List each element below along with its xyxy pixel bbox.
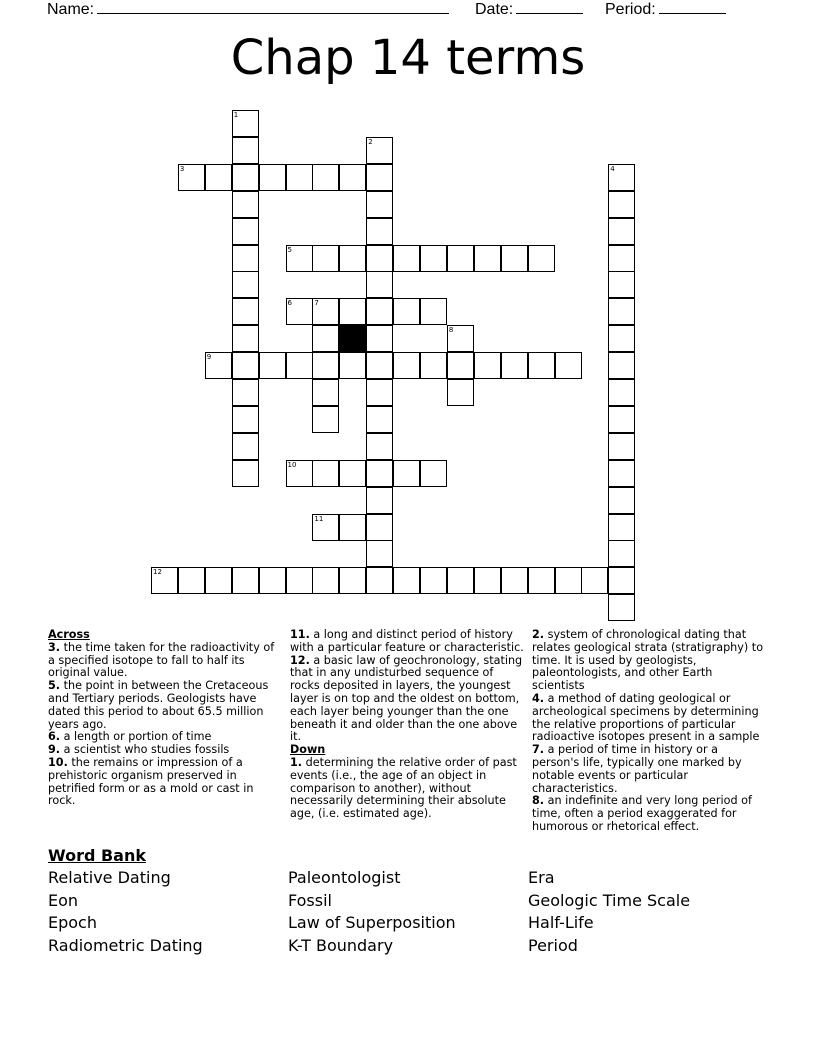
grid-cell[interactable] (366, 460, 393, 487)
word-bank-item: K-T Boundary (288, 936, 394, 955)
grid-cell[interactable] (420, 460, 447, 487)
grid-cell[interactable] (312, 406, 339, 433)
grid-cell[interactable] (312, 245, 339, 272)
grid-cell[interactable] (232, 218, 259, 245)
grid-cell[interactable] (366, 298, 393, 325)
grid-cell[interactable] (393, 352, 420, 379)
grid-cell[interactable] (286, 352, 313, 379)
grid-cell[interactable] (501, 245, 528, 272)
clue-down-1: 1. determining the relative order of past events (i.e., the age of an object in comparison to another), without necessarily determining their absolute age, (i.e. estimated age). (290, 755, 517, 821)
grid-cell[interactable] (608, 325, 635, 352)
grid-cell[interactable] (259, 164, 286, 191)
grid-cell[interactable] (232, 271, 259, 298)
clues-column-2 (290, 629, 526, 821)
grid-cell[interactable] (286, 567, 313, 594)
grid-cell[interactable] (608, 487, 635, 514)
word-bank-item: Law of Superposition (288, 913, 456, 932)
across-heading: Across (48, 628, 90, 641)
grid-cell[interactable] (608, 433, 635, 460)
grid-cell[interactable] (339, 460, 366, 487)
grid-cell[interactable] (205, 164, 232, 191)
word-bank-title: Word Bank (48, 846, 147, 865)
clue-down-8: 8. an indefinite and very long period of time, often a period exaggerated for humorous or rhetorical effect. (532, 794, 752, 833)
grid-cell[interactable] (608, 271, 635, 298)
clue-down-7: 7. a period of time in history or a person's life, typically one marked by notable events or particular characteristics. (532, 743, 742, 795)
word-bank-item: Geologic Time Scale (528, 891, 691, 910)
clue-across-11: 11. a long and distinct period of history with a particular feature or characteristic. (290, 628, 524, 654)
grid-cell[interactable] (339, 514, 366, 541)
grid-cell[interactable] (232, 433, 259, 460)
word-bank-item: Fossil (288, 891, 332, 910)
clue-across-12: 12. a basic law of geochronology, stating that in any undisturbed sequence of rocks deposited in layers, the youngest layer is on top and the oldest on bottom, each layer being younger than the one beneath it and older than the one above it. (290, 653, 523, 744)
grid-cell[interactable] (366, 271, 393, 298)
grid-cell[interactable] (393, 460, 420, 487)
grid-cell[interactable] (312, 379, 339, 406)
clue-across-5: 5. the point in between the Cretaceous and Tertiary periods. Geologists have dated this period to about 65.5 million years ago. (48, 679, 269, 731)
word-bank-item: Epoch (48, 913, 97, 932)
grid-cell[interactable] (608, 245, 635, 272)
grid-cell[interactable] (312, 352, 339, 379)
clue-number-4: 4 (610, 164, 615, 173)
grid-cell[interactable] (447, 379, 474, 406)
grid-cell[interactable] (474, 245, 501, 272)
grid-cell[interactable] (339, 352, 366, 379)
grid-cell[interactable] (420, 567, 447, 594)
grid-cell[interactable] (286, 164, 313, 191)
word-bank-item: Relative Dating (48, 868, 171, 887)
grid-cell[interactable] (205, 567, 232, 594)
grid-cell[interactable] (420, 298, 447, 325)
grid-cell[interactable] (420, 245, 447, 272)
grid-cell[interactable] (232, 379, 259, 406)
grid-cell[interactable] (312, 567, 339, 594)
grid-cell[interactable] (581, 567, 608, 594)
grid-cell[interactable] (232, 137, 259, 164)
clue-down-4: 4. a method of dating geological or archeological specimens by determining the relative proportions of particular radioactive isotopes present in a sample (532, 691, 760, 744)
grid-cell[interactable] (232, 352, 259, 379)
grid-cell[interactable] (447, 352, 474, 379)
clue-number-11: 11 (314, 514, 324, 523)
name-label: Name: (47, 1, 95, 18)
grid-cell[interactable] (608, 406, 635, 433)
word-bank-item: Half-Life (528, 913, 594, 932)
grid-cell[interactable] (608, 379, 635, 406)
grid-cell[interactable] (366, 245, 393, 272)
grid-cell[interactable] (232, 460, 259, 487)
grid-cell[interactable] (608, 218, 635, 245)
grid-cell[interactable] (366, 406, 393, 433)
clue-across-6: 6. a length or portion of time (48, 730, 212, 744)
grid-cell[interactable] (366, 379, 393, 406)
down-clues-column-3 (532, 629, 768, 834)
grid-cell[interactable] (608, 191, 635, 218)
grid-cell[interactable] (366, 352, 393, 379)
grid-cell[interactable] (528, 567, 555, 594)
word-bank-item: Eon (48, 891, 79, 910)
down-heading: Down (290, 743, 326, 757)
grid-cell[interactable] (366, 164, 393, 191)
grid-cell[interactable] (259, 352, 286, 379)
grid-cell[interactable] (608, 298, 635, 325)
grid-cell[interactable] (608, 352, 635, 379)
grid-cell[interactable] (178, 567, 205, 594)
clue-across-3: 3. the time taken for the radioactivity of a specified isotope to fall to half its original value. (48, 640, 275, 680)
clue-number-7: 7 (314, 299, 319, 308)
grid-cell[interactable] (366, 191, 393, 218)
grid-cell[interactable] (339, 298, 366, 325)
grid-cell[interactable] (312, 460, 339, 487)
grid-cell[interactable] (312, 325, 339, 352)
grid-cell[interactable] (555, 352, 582, 379)
grid-cell[interactable] (420, 352, 447, 379)
grid-cell[interactable] (366, 433, 393, 460)
clue-number-5: 5 (287, 245, 292, 254)
grid-cell[interactable] (608, 514, 635, 541)
grid-cell[interactable] (447, 245, 474, 272)
grid-cell[interactable] (366, 325, 393, 352)
period-label: Period: (605, 1, 656, 18)
page-title: Chap 14 terms (230, 30, 586, 86)
clue-number-3: 3 (179, 164, 185, 173)
grid-cell[interactable] (447, 567, 474, 594)
grid-cell[interactable] (232, 164, 259, 191)
clue-number-8: 8 (448, 326, 454, 335)
clue-number-10: 10 (287, 460, 297, 469)
grid-cell[interactable] (608, 594, 635, 621)
grid-cell[interactable] (232, 245, 259, 272)
clue-number-9: 9 (206, 353, 212, 362)
clue-number-2: 2 (368, 137, 373, 146)
clue-number-6: 6 (287, 299, 292, 308)
grid-cell[interactable] (608, 567, 635, 594)
clue-across-9: 9. a scientist who studies fossils (48, 743, 230, 757)
word-bank-item: Paleontologist (288, 868, 401, 887)
grid-cell[interactable] (366, 540, 393, 567)
word-bank-item: Period (528, 936, 578, 955)
grid-cell[interactable] (608, 460, 635, 487)
grid-cell[interactable] (608, 540, 635, 567)
grid-cell[interactable] (528, 245, 555, 272)
word-bank-item: Era (528, 868, 555, 887)
grid-cell[interactable] (501, 567, 528, 594)
black-cell (339, 325, 366, 352)
grid-cell[interactable] (339, 164, 366, 191)
grid-cell[interactable] (339, 245, 366, 272)
grid-cell[interactable] (555, 567, 582, 594)
grid-cell[interactable] (528, 352, 555, 379)
clue-down-2: 2. system of chronological dating that relates geological strata (stratigraphy) to time. It is used by geologists, paleontologists, and other Earth scientists (532, 628, 764, 693)
grid-cell[interactable] (366, 567, 393, 594)
grid-cell[interactable] (232, 325, 259, 352)
grid-cell[interactable] (259, 567, 286, 594)
across-clues-column-1 (48, 629, 280, 808)
grid-cell[interactable] (474, 352, 501, 379)
word-bank-item: Radiometric Dating (48, 936, 203, 955)
grid-cell[interactable] (312, 164, 339, 191)
grid-cell[interactable] (393, 298, 420, 325)
grid-cell[interactable] (232, 191, 259, 218)
grid-cell[interactable] (232, 298, 259, 325)
grid-cell[interactable] (232, 406, 259, 433)
grid-cell[interactable] (474, 567, 501, 594)
date-label: Date: (475, 1, 514, 18)
clue-number-12: 12 (153, 568, 162, 577)
clue-number-1: 1 (233, 111, 239, 119)
grid-cell[interactable] (366, 487, 393, 514)
grid-cell[interactable] (393, 245, 420, 272)
grid-cell[interactable] (366, 514, 393, 541)
grid-cell[interactable] (501, 352, 528, 379)
grid-cell[interactable] (232, 567, 259, 594)
grid-cell[interactable] (366, 218, 393, 245)
grid-cell[interactable] (339, 567, 366, 594)
grid-cell[interactable] (393, 567, 420, 594)
clue-across-10: 10. the remains or impression of a prehistoric organism preserved in petrified form or as a mold or cast in rock. (48, 755, 254, 808)
